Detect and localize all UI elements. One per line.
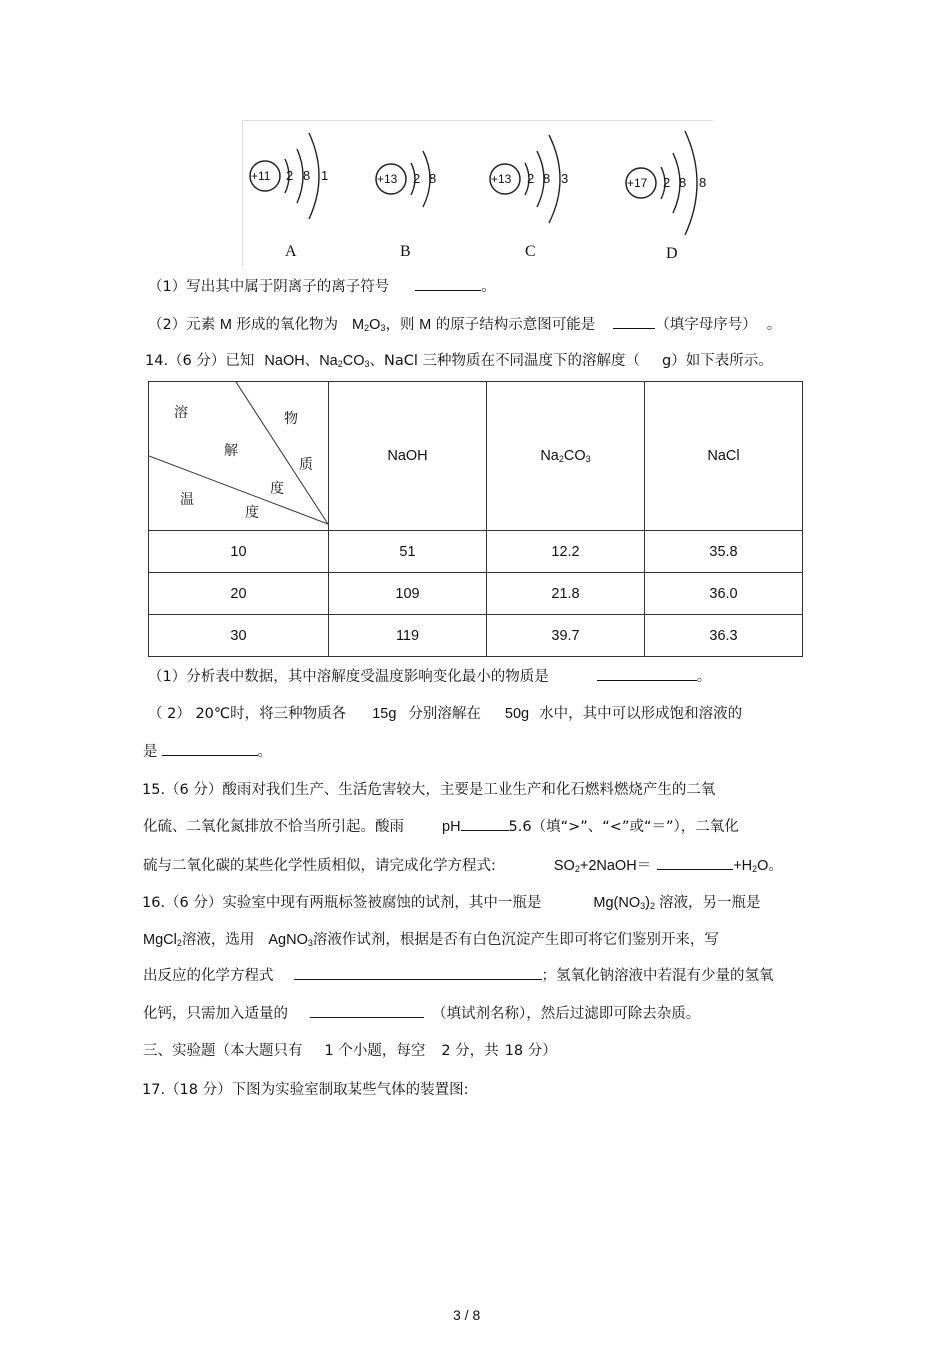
atom-c-shell-1: 2 [527,171,535,186]
cell-naoh: 109 [329,573,487,615]
corner-wu: 物 [284,411,298,427]
atom-structure-figure [242,120,713,266]
cell-nacl: 36.0 [645,573,803,615]
header-naoh: NaOH [329,382,487,531]
atom-d-shell-1: 2 [663,175,671,190]
atom-b-label: B [400,243,411,260]
atom-d-label: D [666,245,678,262]
table-row [149,615,803,657]
q15-line3: 硫与二氧化碳的某些化学性质相似，请完成化学方程式: $SO_2+2NaOH= +H_2O$。 [143,855,783,877]
q13-part2: （2）元素 M 形成的氧化物为 $M_2O_3$，则 M 的原子结构示意图可能是 （填字母序号） 。 [148,314,781,336]
corner-jie: 解 [224,443,238,459]
atom-b-shell-2: 8 [429,171,437,186]
q16-line2: MgCl$_2$溶液，选用 AgNO$_3$溶液作试剂，根据是否有白色沉淀产生即可将它们鉴别开来，写 [143,932,719,948]
solubility-table [148,381,803,657]
atom-a-shell-1: 2 [286,168,294,183]
q16-line1: 16.（6 分）实验室中现有两瓶标签被腐蚀的试剂，其中一瓶是 $Mg(NO_3)_2$ 溶液，另一瓶是 [142,895,761,911]
atom-b-nucleus: +13 [377,172,398,186]
q14-blank-2[interactable] [162,741,258,756]
cell-na2co3: 12.2 [487,531,645,573]
corner-du2: 度 [245,505,259,521]
cell-temp: 20 [149,573,329,615]
atom-diagrams-svg [243,121,713,266]
q14-part2-continued: 是 。 [143,741,272,762]
q14-heading: 14.（6 分）已知 NaOH、$Na_2CO_3$、NaCl 三种物质在不同温度下的溶解度（ g）如下表所示。 [145,353,773,369]
q13-blank-2[interactable] [613,314,655,329]
atom-c-shell-3: 3 [561,171,569,186]
atom-d-shell-2: 8 [679,175,687,190]
q15-blank-equation[interactable] [657,855,733,870]
atom-d-nucleus: +17 [627,176,648,190]
table-corner-cell [149,382,329,531]
corner-rong: 溶 [174,405,188,421]
atom-c-nucleus: +13 [491,172,512,186]
cell-nacl: 35.8 [645,531,803,573]
atom-d-shell-3: 8 [699,175,707,190]
q15-line2: 化硫、二氧化氮排放不恰当所引起。酸雨 pH 5.6（填“>”、“<”或“＝”），二氧化 [143,816,739,837]
q16-blank-reagent[interactable] [310,1003,424,1018]
header-nacl: NaCl [645,382,803,531]
atom-b-shell-1: 2 [413,171,421,186]
q16-line3: 出反应的化学方程式 ；氢氧化钠溶液中若混有少量的氢氧 [143,965,774,986]
corner-wen: 温 [180,492,194,508]
atom-c-label: C [525,243,536,260]
q16-blank-equation[interactable] [294,965,542,980]
corner-du1: 度 [270,481,284,497]
section-3-heading: 三、实验题（本大题只有 1 个小题，每空 2 分，共 18 分） [143,1043,557,1059]
q17-heading: 17.（18 分）下图为实验室制取某些气体的装置图: [142,1082,469,1098]
atom-a-shell-3: 1 [321,168,329,183]
atom-a-shell-2: 8 [303,168,311,183]
q13-part1: （1）写出其中属于阴离子的离子符号 。 [148,276,496,297]
q15-blank-ph[interactable] [461,816,509,831]
header-na2co3: $Na_2CO_3$ [487,382,645,531]
q13-blank-1[interactable] [415,276,481,291]
corner-zhi: 质 [299,457,313,473]
atom-a-label: A [285,243,297,260]
table-row [149,573,803,615]
cell-na2co3: 39.7 [487,615,645,657]
atom-c-shell-2: 8 [543,171,551,186]
q14-part2: （ 2） 20℃时，将三种物质各 15g 分别溶解在 50g 水中，其中可以形成饱和溶液的 [148,706,743,722]
table-header-row [149,382,803,531]
cell-temp: 10 [149,531,329,573]
q16-line4: 化钙，只需加入适量的 （填试剂名称），然后过滤即可除去杂质。 [143,1003,700,1024]
page-number: 3 / 8 [453,1307,481,1323]
q14-part1: （1）分析表中数据，其中溶解度受温度影响变化最小的物质是 。 [148,666,711,687]
cell-na2co3: 21.8 [487,573,645,615]
atom-a-nucleus: +11 [251,169,271,183]
table-row [149,531,803,573]
cell-temp: 30 [149,615,329,657]
q14-blank-1[interactable] [597,666,697,681]
q15-line1: 15.（6 分）酸雨对我们生产、生活危害较大，主要是工业生产和化石燃料燃烧产生的二氧 [142,782,716,798]
cell-naoh: 119 [329,615,487,657]
cell-nacl: 36.3 [645,615,803,657]
cell-naoh: 51 [329,531,487,573]
